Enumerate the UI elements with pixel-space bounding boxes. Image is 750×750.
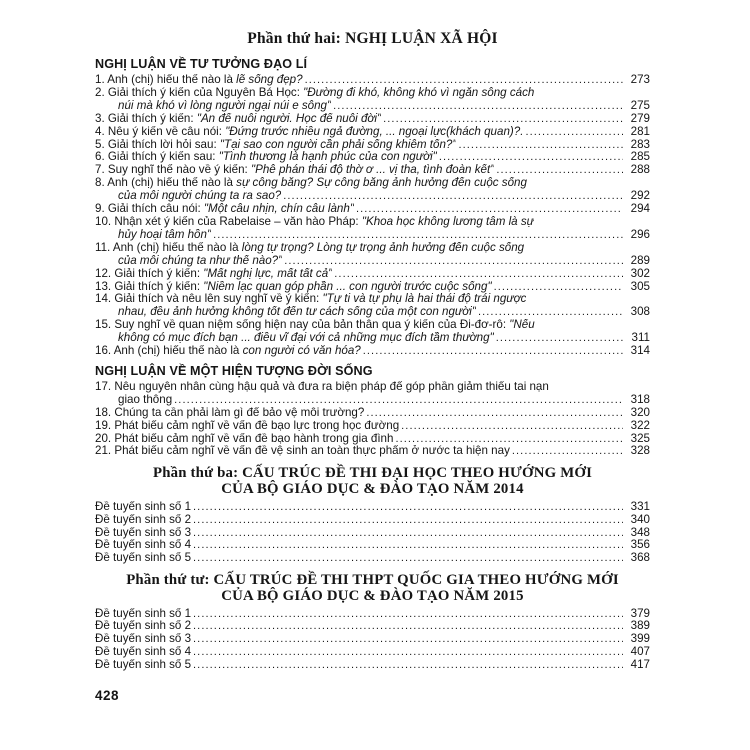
toc-entry-row [95, 126, 650, 139]
entry-text [95, 539, 191, 552]
exam-entry-row [95, 608, 650, 621]
entry-text-plain: 14. Giải thích và nêu lên suy nghĩ về ý kiến: [95, 293, 323, 306]
footer-page-number: 428 [95, 688, 120, 703]
dot-leader [193, 552, 623, 565]
dot-leader [283, 190, 623, 203]
entry-text-plain: 17. Nêu nguyên nhân cùng hậu quả và đưa ra biện pháp để góp phần giảm thiểu tai nạn [95, 380, 549, 393]
dot-leader [174, 394, 623, 407]
entry-page-number: 311 [631, 331, 650, 345]
entry-text-italic: núi mà khó vì lòng người ngại núi e sông" [118, 99, 332, 112]
entry-text [95, 433, 393, 446]
entry-text [95, 293, 526, 306]
entry-text [95, 216, 534, 229]
exam-entry-row [95, 514, 650, 527]
exam-entry-row [95, 659, 650, 672]
part-title [95, 573, 650, 605]
toc-entry-row [95, 381, 650, 394]
entry-text-italic: "Đứng trước nhiều ngả đường, ... ngoại lực(khách quan)?. [225, 125, 524, 138]
dot-leader [193, 527, 623, 540]
entry-text [95, 633, 191, 646]
toc-entry-row [95, 332, 650, 345]
entry-text-plain: 8. Anh (chị) hiểu thế nào là [95, 177, 237, 190]
section-heading: NGHỊ LUẬN VỀ TƯ TƯỞNG ĐẠO LÍ [95, 57, 308, 71]
dot-leader [401, 420, 623, 433]
toc-entry-row [95, 255, 650, 268]
toc-entry-row [95, 100, 650, 113]
entry-text [118, 255, 282, 268]
toc-entry-row [95, 319, 650, 332]
part-title-line: CỦA BỘ GIÁO DỤC & ĐÀO TẠO NĂM 2014 [221, 481, 524, 498]
dot-leader [193, 646, 623, 659]
dot-leader [193, 501, 623, 514]
entry-text-italic: "Đường đi khó, không khó vì ngăn sông cách [303, 86, 535, 99]
dot-leader [213, 229, 623, 242]
section-heading: NGHỊ LUẬN VỀ MỘT HIỆN TƯỢNG ĐỜI SỐNG [95, 363, 373, 378]
entry-text-plain: 7. Suy nghĩ thế nào về ý kiến: [95, 164, 251, 177]
entry-text-plain: Đề tuyển sinh số 3 [95, 633, 192, 646]
entry-page-number: 289 [630, 253, 650, 267]
entry-text [95, 345, 361, 358]
dot-leader [356, 203, 623, 216]
entry-text [95, 381, 549, 394]
toc-entry-row [95, 281, 650, 294]
entry-text-italic: "Một câu nhịn, chín câu lành" [203, 203, 354, 216]
entry-text [95, 445, 510, 458]
entry-page-number: 294 [630, 202, 650, 216]
entry-page-number: 283 [630, 137, 650, 151]
entry-text-plain: 12. Giải thích ý kiến: [95, 267, 204, 280]
dot-leader [333, 100, 623, 113]
entry-text-plain: Đề tuyển sinh số 1 [95, 607, 192, 620]
dot-leader [494, 281, 623, 294]
entry-text [95, 646, 191, 659]
dot-leader [193, 620, 623, 633]
toc-entry-row [95, 306, 650, 319]
entry-text-plain: Đề tuyển sinh số 2 [95, 620, 192, 633]
dot-leader [334, 268, 623, 281]
entry-text [95, 139, 456, 152]
entry-text [95, 126, 523, 139]
toc-entry-row [95, 229, 650, 242]
entry-text-plain: 13. Giải thích ý kiến: [95, 280, 204, 293]
entry-page-number: 340 [630, 512, 650, 526]
entry-page-number: 273 [630, 73, 650, 86]
entry-page-number: 314 [630, 344, 650, 358]
exam-entry-row [95, 646, 650, 659]
part-two-title: Phần thứ hai: NGHỊ LUẬN XÃ HỘI [247, 30, 498, 47]
entry-page-number: 308 [630, 305, 650, 319]
entry-text-italic: "Tự ti và tự phụ là hai thái độ trái ngược [322, 293, 527, 306]
exam-entry-row [95, 527, 650, 540]
entry-text [95, 620, 191, 633]
entry-text-plain: 3. Giải thích ý kiến: [95, 112, 197, 125]
dot-leader [193, 633, 623, 646]
entry-text [95, 319, 535, 332]
dot-leader [284, 255, 623, 268]
entry-text [95, 527, 191, 540]
entry-text [118, 190, 281, 203]
toc-entry-row [95, 420, 650, 433]
dot-leader [366, 407, 623, 420]
entry-text-plain: Đề tuyển sinh số 5 [95, 658, 192, 671]
entry-text-plain: 1. Anh (chị) hiểu thế nào là [95, 74, 237, 86]
entry-text-italic: "Phê phán thái độ thờ ơ ... vị tha, tình đoàn kết" [250, 164, 495, 177]
entry-text-italic: "Khoa học không lương tâm là sự [361, 215, 534, 228]
entry-text-plain: 6. Giải thích ý kiến sau: [95, 151, 219, 164]
toc-entry-row [95, 139, 650, 152]
entry-text [95, 242, 524, 255]
entry-text-italic: không có mục đích bạn ... điều vĩ đại với cả những mục đích tầm thường" [118, 332, 494, 345]
toc-entry-row [95, 216, 650, 229]
entry-text-italic: "Niềm lạc quan góp phần ... con người trước cuộc sống" [203, 280, 492, 293]
entry-page-number: 356 [630, 538, 650, 552]
entry-text-plain: 5. Giải thích lời hỏi sau: [95, 138, 220, 151]
entry-text [95, 501, 191, 514]
dot-leader [395, 433, 623, 446]
dot-leader [193, 608, 623, 621]
entry-text-plain: Đề tuyển sinh số 5 [95, 552, 192, 565]
toc [95, 57, 650, 672]
toc-entry-row [95, 407, 650, 420]
entry-text-plain: 20. Phát biểu cảm nghĩ về vấn đề bạo hành trong gia đình [95, 432, 394, 445]
toc-entry-row [95, 293, 650, 306]
part-title-line: Phần thứ ba: CẤU TRÚC ĐỀ THI ĐẠI HỌC THEO HƯỚNG MỚI [152, 465, 593, 482]
dot-leader [458, 139, 623, 152]
dot-leader [193, 514, 623, 527]
entry-page-number: 281 [630, 124, 650, 138]
toc-entry-row [95, 151, 650, 164]
entry-text-plain: 18. Chúng ta cần phải làm gì để bảo vệ môi trường? [95, 406, 365, 419]
entry-text [95, 407, 364, 420]
toc-entry-row [95, 190, 650, 203]
toc-entry-row [95, 345, 650, 358]
entry-text [118, 332, 494, 345]
entry-text-plain: 2. Giải thích ý kiến của Nguyễn Bá Học: [95, 86, 304, 99]
dot-leader [193, 539, 623, 552]
entry-text [95, 74, 303, 87]
exam-entry-row [95, 552, 650, 565]
toc-entry-row [95, 177, 650, 190]
part-title-line: CỦA BỘ GIÁO DỤC & ĐÀO TẠO NĂM 2015 [221, 587, 524, 604]
entry-page-number: 279 [630, 111, 650, 125]
dot-leader [439, 151, 623, 164]
entry-text [95, 420, 399, 433]
entry-text-italic: của mỗi người chúng ta ra sao? [118, 190, 282, 203]
dot-leader [383, 113, 623, 126]
entry-text-italic: "Nếu [509, 319, 535, 332]
entry-text [95, 281, 492, 294]
entry-text-plain: 15. Suy nghĩ về quan niệm sống hiện nay của bản thân qua ý kiến của Đi-đơ-rô: [95, 319, 510, 332]
entry-text-plain: 4. Nêu ý kiến về câu nói: [95, 125, 226, 138]
entry-page-number: 292 [630, 189, 650, 203]
entry-text [95, 608, 191, 621]
entry-text-italic: hủy hoại tâm hồn" [118, 228, 212, 241]
entry-text-plain: 9. Giải thích câu nói: [95, 203, 204, 216]
entry-text-plain: Đề tuyển sinh số 3 [95, 526, 192, 539]
exam-entry-row [95, 539, 650, 552]
entry-page-number: 288 [630, 163, 650, 177]
toc-entry-row [95, 445, 650, 458]
toc-entry-row [95, 74, 650, 87]
entry-text [95, 87, 534, 100]
entry-page-number: 348 [630, 525, 650, 539]
toc-entry-row [95, 268, 650, 281]
entry-page-number: 417 [630, 657, 650, 671]
entry-text-plain: Đề tuyển sinh số 1 [95, 500, 192, 513]
dot-leader [496, 164, 623, 177]
dot-leader [363, 345, 623, 358]
scanned-book-page [95, 30, 650, 672]
entry-text [118, 229, 211, 242]
entry-text [95, 203, 354, 216]
entry-text-italic: "Ăn để nuôi người. Học để nuôi đời" [196, 112, 382, 125]
entry-page-number: 379 [630, 606, 650, 620]
entry-text-italic: "Mất nghị lực, mất tất cả" [203, 267, 333, 280]
entry-text-plain: 21. Phát biểu cảm nghĩ về vấn đề vệ sinh an toàn thực phẩm ở nước ta hiện nay [95, 445, 510, 458]
dot-leader [512, 445, 623, 458]
entry-text-plain: Đề tuyển sinh số 4 [95, 539, 192, 552]
dot-leader [478, 306, 623, 319]
entry-page-number: 322 [630, 418, 650, 432]
dot-leader [305, 74, 623, 87]
entry-text-plain: Đề tuyển sinh số 4 [95, 645, 192, 658]
dot-leader [525, 126, 623, 139]
entry-text-italic: lẽ sống đẹp? [236, 74, 303, 86]
toc-entry-row [95, 113, 650, 126]
entry-text [95, 113, 381, 126]
toc-entry-row [95, 203, 650, 216]
entry-text [95, 552, 191, 565]
entry-text [95, 164, 494, 177]
dot-leader [496, 332, 623, 345]
entry-text [95, 659, 191, 672]
entry-page-number: 320 [630, 405, 650, 419]
entry-text-italic: nhau, đều ảnh hưởng không tốt đến tư cách sống của một con người" [118, 306, 476, 319]
entry-text [95, 151, 437, 164]
entry-page-number: 275 [630, 98, 650, 112]
entry-page-number: 368 [630, 551, 650, 565]
dot-leader [193, 659, 623, 672]
entry-page-number: 285 [630, 150, 650, 164]
entry-page-number: 305 [630, 279, 650, 293]
entry-page-number: 407 [630, 644, 650, 658]
entry-page-number: 318 [630, 392, 650, 406]
entry-text-italic: con người có văn hóa? [242, 345, 361, 358]
entry-text-plain: 19. Phát biểu cảm nghĩ về vấn đề bạo lực trong học đường [95, 419, 400, 432]
exam-entry-row [95, 633, 650, 646]
entry-page-number: 399 [630, 632, 650, 646]
entry-text-italic: "Tình thương là hạnh phúc của con người" [218, 151, 437, 164]
toc-entry-row [95, 394, 650, 407]
entry-text-plain: 16. Anh (chị) hiểu thế nào là [95, 345, 243, 358]
toc-entry-row [95, 433, 650, 446]
entry-text [95, 514, 191, 527]
entry-text [95, 268, 332, 281]
exam-entry-row [95, 620, 650, 633]
entry-page-number: 302 [630, 266, 650, 280]
entry-page-number: 328 [630, 444, 650, 458]
entry-text-italic: lòng tự trọng? Lòng tự trọng ảnh hưởng đến cuộc sống [241, 241, 525, 254]
entry-page-number: 325 [630, 431, 650, 445]
entry-text [95, 177, 527, 190]
entry-text [118, 306, 476, 319]
entry-text-italic: của mỗi chúng ta như thế nào?" [118, 254, 283, 267]
toc-entry-row [95, 164, 650, 177]
exam-entry-row [95, 501, 650, 514]
entry-page-number: 296 [630, 227, 650, 241]
toc-entry-row [95, 242, 650, 255]
entry-text-plain: giao thông [118, 393, 173, 406]
entry-text-italic: sự công bằng? Sự công bằng ảnh hưởng đến cuộc sống [236, 177, 527, 190]
part-title-line: Phần thứ tư: CẤU TRÚC ĐỀ THI THPT QUỐC GIA THEO HƯỚNG MỚI [126, 571, 619, 588]
entry-page-number: 389 [630, 619, 650, 633]
entry-text [118, 100, 331, 113]
entry-text-plain: 11. Anh (chị) hiểu thế nào là [95, 241, 242, 254]
part-title [95, 466, 650, 498]
entry-text [118, 394, 172, 407]
entry-page-number: 331 [630, 499, 650, 513]
entry-text-plain: 10. Nhận xét ý kiến của Rabelaise – văn hào Pháp: [95, 215, 362, 228]
entry-text-plain: Đề tuyển sinh số 2 [95, 513, 192, 526]
entry-text-italic: "Tại sao con người cần phải sống khiêm tốn?" [219, 138, 457, 151]
toc-entry-row [95, 87, 650, 100]
